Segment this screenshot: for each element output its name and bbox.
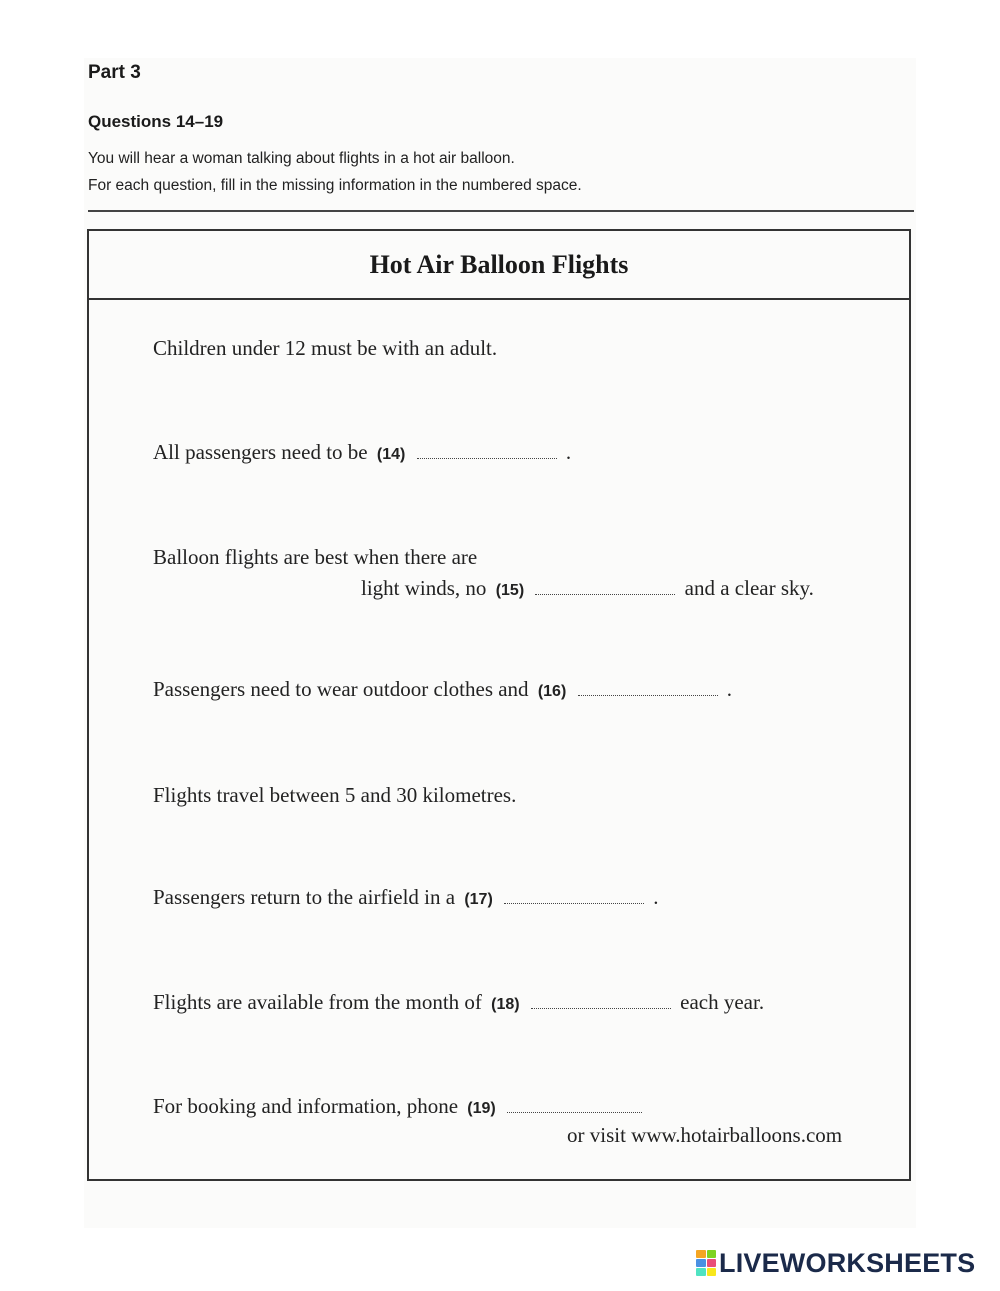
question-number: (14): [376, 446, 406, 463]
form-title: Hot Air Balloon Flights: [369, 249, 629, 279]
question-16: [153, 677, 732, 702]
answer-blank-19[interactable]: [507, 1106, 642, 1113]
question-number: (16): [537, 683, 567, 700]
info-line-distance: Flights travel between 5 and 30 kilometres.: [153, 783, 517, 807]
answer-blank-15[interactable]: [535, 588, 675, 595]
part-heading: Part 3: [88, 62, 141, 83]
info-line-children: Children under 12 must be with an adult.: [153, 336, 498, 360]
question-number: (15): [495, 582, 525, 599]
answer-blank-18[interactable]: [531, 1002, 671, 1009]
form-title-bar: [89, 231, 909, 300]
question-text: .: [726, 677, 733, 701]
answer-blank-14[interactable]: [417, 452, 557, 459]
question-text: Passengers need to wear outdoor clothes and: [153, 677, 529, 701]
liveworksheets-logo: [696, 1246, 975, 1280]
instruction-line: You will hear a woman talking about flights in a hot air balloon.: [88, 150, 515, 167]
question-text: .: [653, 885, 659, 909]
info-line-website: or visit www.hotairballoons.com: [567, 1123, 843, 1147]
question-14: [153, 440, 571, 465]
question-number: (18): [491, 996, 520, 1013]
logo-icon: [696, 1250, 716, 1276]
question-15: [361, 576, 814, 601]
question-text: light winds, no: [361, 576, 487, 600]
question-text: All passengers need to be: [153, 440, 368, 464]
logo-text: LIVEWORKSHEETS: [719, 1247, 976, 1278]
question-text: .: [565, 440, 572, 464]
question-text: Passengers return to the airfield in a: [153, 885, 456, 909]
form-box: [87, 229, 911, 1181]
question-text: and a clear sky.: [684, 576, 814, 600]
questions-heading: Questions 14–19: [88, 112, 224, 131]
answer-blank-16[interactable]: [578, 689, 718, 696]
question-17: [153, 885, 659, 910]
question-number: (19): [467, 1100, 496, 1117]
question-number: (17): [464, 891, 493, 908]
question-text: For booking and information, phone: [153, 1094, 459, 1118]
question-text: Flights are available from the month of: [153, 990, 482, 1014]
instruction-line: For each question, fill in the missing information in the numbered space.: [88, 177, 582, 194]
question-text: each year.: [680, 990, 765, 1014]
divider: [88, 210, 914, 212]
info-line-q15-intro: Balloon flights are best when there are: [153, 545, 478, 569]
answer-blank-17[interactable]: [504, 897, 644, 904]
question-19: [153, 1094, 646, 1119]
question-18: [153, 990, 764, 1015]
